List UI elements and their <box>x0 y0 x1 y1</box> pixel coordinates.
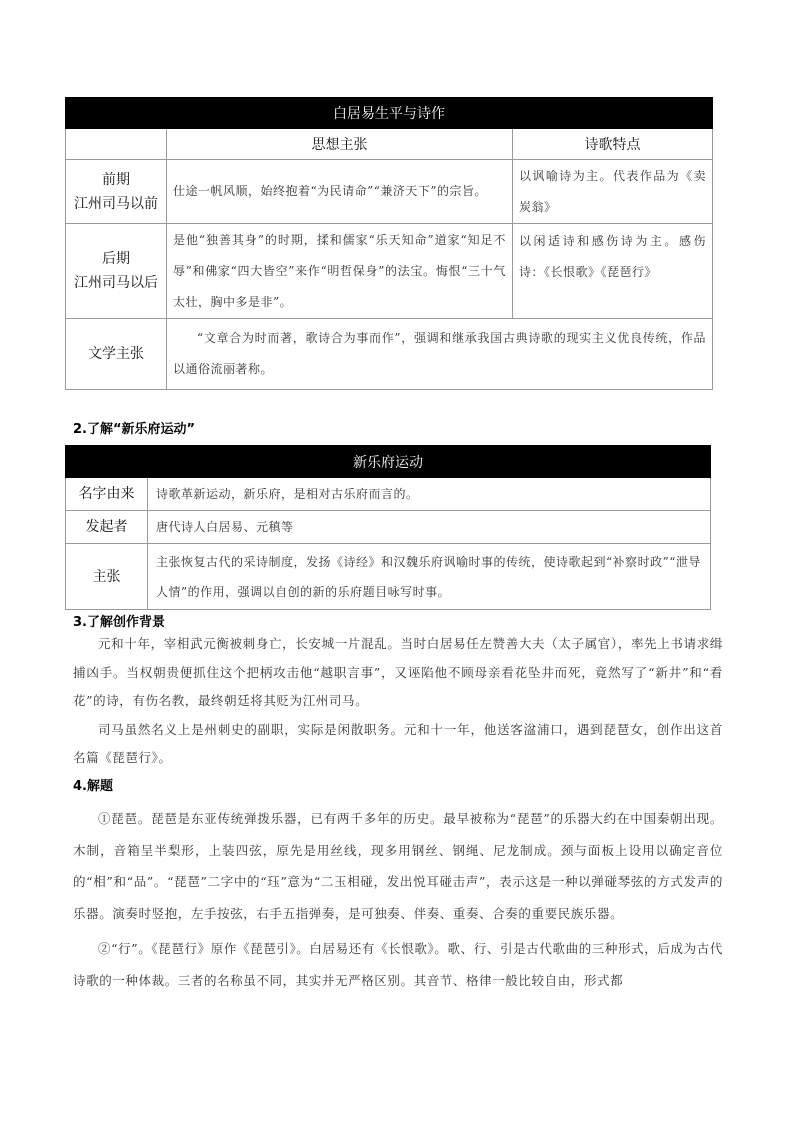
bai-juyi-life-table <box>65 97 713 390</box>
row-label-proposition: 主张 <box>66 544 148 610</box>
row-label-early-detail: 江州司马以前 <box>74 195 158 212</box>
row-label-late-detail: 江州司马以后 <box>74 275 158 291</box>
initiator-cell: 唐代诗人白居易、元稹等 <box>148 511 711 544</box>
row-label-literary: 文学主张 <box>66 319 167 390</box>
early-feature-cell: 以讽喻诗为主。代表作品为《卖炭翁》 <box>513 160 713 224</box>
explanation-paragraph-xing: ②“行”。《琵琶行》原作《琵琶引》。白居易还有《长恨歌》。歌、行、引是古代歌曲的三种形式，后成为古代诗歌的一种体裁。三者的名称虽不同，其实并无严格区别。其音节、格律一般比较自由，形式都 <box>73 941 723 988</box>
section-4-title: 4.解题 <box>73 779 113 794</box>
section-3-title: 3.了解创作背景 <box>73 615 165 630</box>
late-feature-cell: 以闲适诗和感伤诗为主。感伤诗：《长恨歌》《琵琶行》 <box>513 224 713 319</box>
row-label-name-origin: 名字由来 <box>66 478 148 511</box>
column-header-feature: 诗歌特点 <box>513 129 713 160</box>
literary-claim-cell: “文章合为时而著，歌诗合为事而作”，强调和继承我国古典诗歌的现实主义优良传统，作品以通俗流丽著称。 <box>167 319 713 390</box>
late-thought-cell: 是他“独善其身”的时期，揉和儒家“乐天知命”道家“知足不辱”和佛家“四大皆空”来作“明哲保身”的法宝。悔恨“三十气太壮，胸中多是非”。 <box>167 224 513 319</box>
early-thought-cell: 仕途一帆风顺，始终抱着“为民请命”“兼济天下”的宗旨。 <box>167 160 513 224</box>
row-label-late <box>66 224 167 319</box>
title-explanation-text <box>73 803 723 996</box>
row-label-initiator: 发起者 <box>66 511 148 544</box>
row-label-early <box>66 160 167 224</box>
table-title: 白居易生平与诗作 <box>66 98 713 129</box>
explanation-paragraph-pipa: ①琵琶。琵琶是东亚传统弹拨乐器，已有两千多年的历史。最早被称为“琵琶”的乐器大约在中国秦朝出现。木制，音箱呈半梨形，上装四弦，原先是用丝线，现多用钢丝、钢绳、尼龙制成。颈与面板上设用以确定音位的“相”和“品”。“琵琶”二字中的“珏”意为“二玉相碰，发出悦耳碰击声”，表示这是一种以弹碰琴弦的方式发声的乐器。演奏时竖抱，左手按弦，右手五指弹奏，是可独奏、伴奏、重奏、合奏的重要民族乐器。 <box>73 811 723 921</box>
proposition-cell: 主张恢复古代的采诗制度，发扬《诗经》和汉魏乐府讽喻时事的传统，使诗歌起到“补察时政”“泄导人情”的作用，强调以自创的新的乐府题目咏写时事。 <box>148 544 711 610</box>
background-text <box>73 630 723 773</box>
row-label-late-period: 后期 <box>102 251 130 267</box>
table-corner-cell <box>66 129 167 160</box>
name-origin-cell: 诗歌革新运动，新乐府，是相对古乐府而言的。 <box>148 478 711 511</box>
section-2-title: 2.了解“新乐府运动” <box>73 422 196 437</box>
row-label-early-period: 前期 <box>102 171 130 188</box>
new-yuefu-title: 新乐府运动 <box>66 446 711 478</box>
background-paragraph-2: 司马虽然名义上是州刺史的副职，实际是闲散职务。元和十一年，他送客湓浦口，遇到琵琶女，创作出这首名篇《琵琶行》。 <box>73 721 723 765</box>
background-paragraph-1: 元和十年，宰相武元衡被刺身亡，长安城一片混乱。当时白居易任左赞善大夫（太子属官），率先上书请求缉捕凶手。当权朝贵便抓住这个把柄攻击他“越职言事”，又诬陷他不顾母亲看花坠井而死，竟然写了“新井”和“看花”的诗，有伤名教，最终朝廷将其贬为江州司马。 <box>73 636 723 708</box>
new-yuefu-table <box>65 445 711 610</box>
column-header-thought: 思想主张 <box>167 129 513 160</box>
